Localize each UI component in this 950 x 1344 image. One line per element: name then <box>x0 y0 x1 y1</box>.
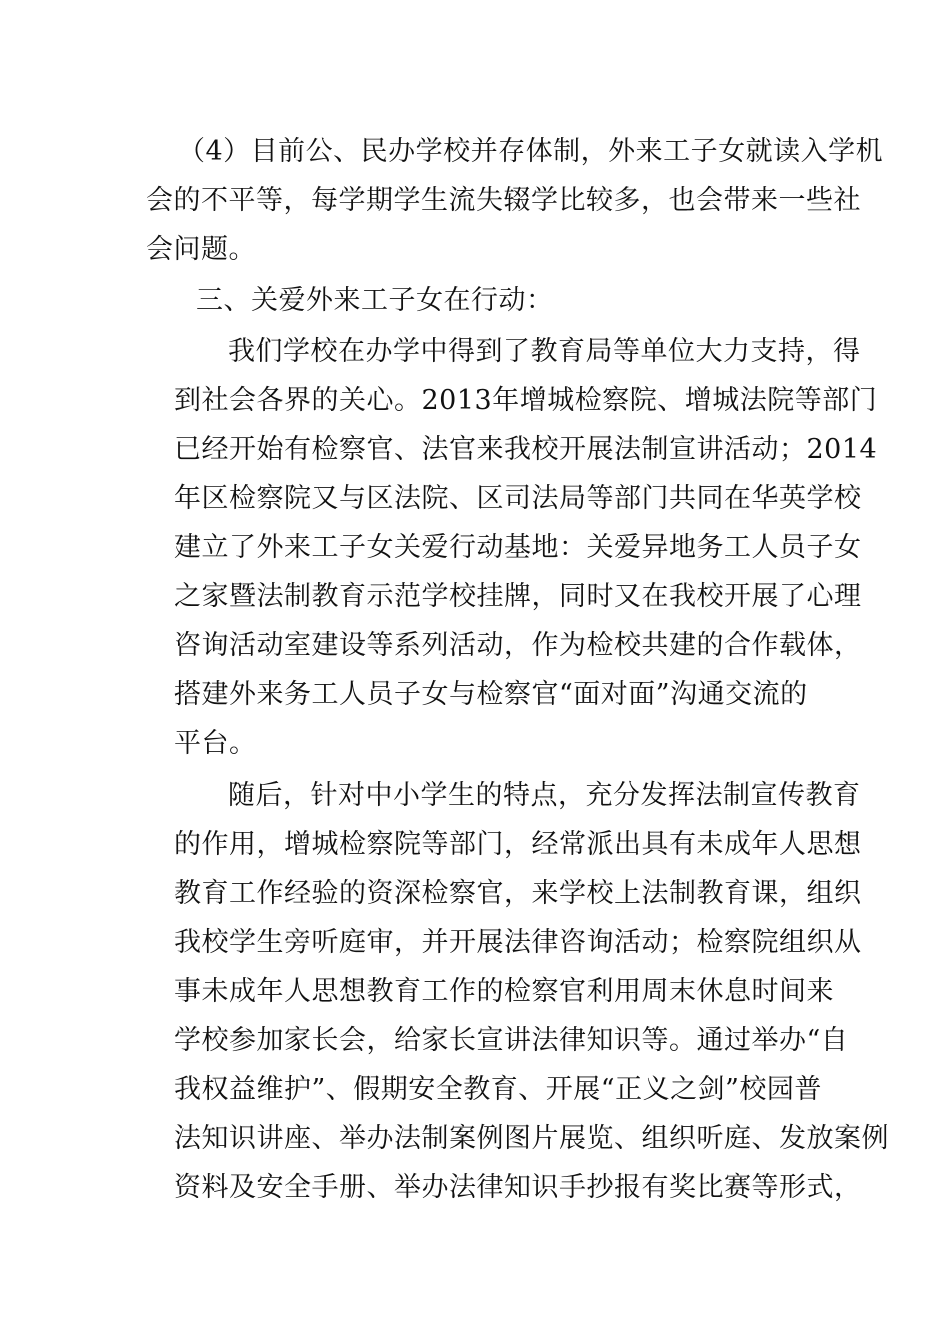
action-paragraph-line-8: 搭建外来务工人员子女与检察官“面对面”沟通交流的 <box>174 679 808 710</box>
followup-paragraph-line-8: 法知识讲座、举办法制案例图片展览、组织听庭、发放案例 <box>174 1123 889 1154</box>
action-paragraph-line-1: 我们学校在办学中得到了教育局等单位大力支持，得 <box>228 336 861 367</box>
paragraph-4-line-3: 会问题。 <box>146 234 256 265</box>
followup-paragraph-line-3: 教育工作经验的资深检察官，来学校上法制教育课，组织 <box>174 878 862 909</box>
action-paragraph-line-2: 到社会各界的关心。2013年增城检察院、增城法院等部门 <box>174 385 878 416</box>
action-paragraph-line-9: 平台。 <box>174 728 257 759</box>
followup-paragraph-line-7: 我权益维护”、假期安全教育、开展“正义之剑”校园普 <box>174 1074 822 1105</box>
followup-paragraph-line-2: 的作用，增城检察院等部门，经常派出具有未成年人思想 <box>174 829 862 860</box>
paragraph-4-line-2: 会的不平等，每学期学生流失辍学比较多，也会带来一些社 <box>146 185 861 216</box>
followup-paragraph-line-5: 事未成年人思想教育工作的检察官利用周末休息时间来 <box>174 976 834 1007</box>
followup-paragraph-line-1: 随后，针对中小学生的特点，充分发挥法制宣传教育 <box>228 780 861 811</box>
followup-paragraph-line-6: 学校参加家长会，给家长宣讲法律知识等。通过举办“自 <box>174 1025 849 1056</box>
followup-paragraph-line-9: 资料及安全手册、举办法律知识手抄报有奖比赛等形式， <box>174 1172 862 1203</box>
action-paragraph-line-5: 建立了外来工子女关爱行动基地：关爱异地务工人员子女 <box>174 532 862 563</box>
action-paragraph-line-4: 年区检察院又与区法院、区司法局等部门共同在华英学校 <box>174 483 862 514</box>
action-paragraph-line-7: 咨询活动室建设等系列活动，作为检校共建的合作载体， <box>174 630 862 661</box>
paragraph-4-line-1: （4）目前公、民办学校并存体制，外来工子女就读入学机 <box>178 136 884 167</box>
followup-paragraph-line-4: 我校学生旁听庭审，并开展法律咨询活动；检察院组织从 <box>174 927 862 958</box>
action-paragraph-line-3: 已经开始有检察官、法官来我校开展法制宣讲活动；2014 <box>174 434 878 465</box>
section-heading: 三、关爱外来工子女在行动： <box>196 285 554 316</box>
action-paragraph-line-6: 之家暨法制教育示范学校挂牌，同时又在我校开展了心理 <box>174 581 862 612</box>
